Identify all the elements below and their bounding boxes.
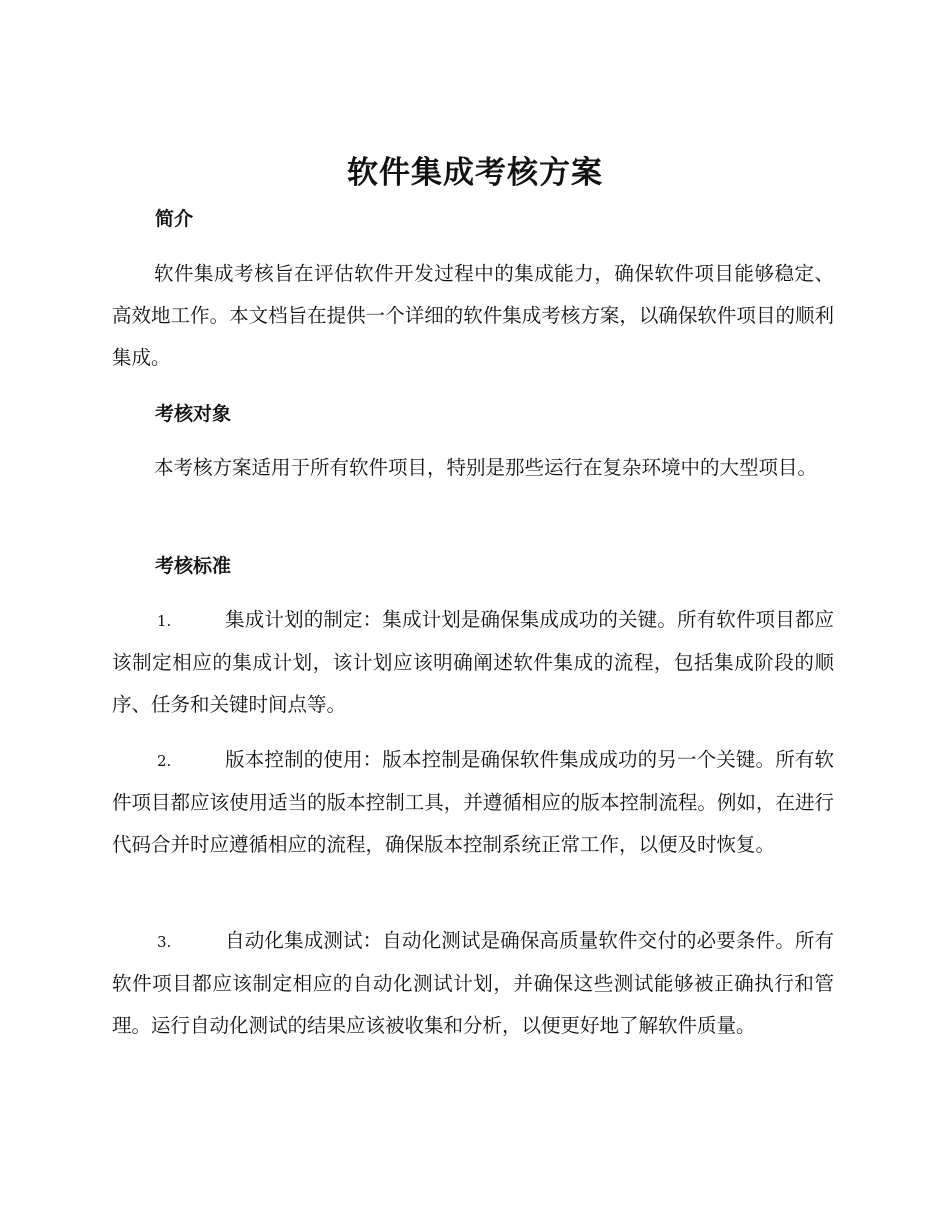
document-title: 软件集成考核方案 <box>347 155 603 191</box>
list-item-text: 集成计划的制定：集成计划是确保集成成功的关键。所有软件项目都应该制定相应的集成计划，该计划应该明确阐述软件集成的流程，包括集成阶段的顺序、任务和关键时间点等。 <box>112 608 834 716</box>
criteria-list-item <box>112 920 834 1047</box>
section-heading-target: 考核对象 <box>155 403 232 425</box>
criteria-list-item <box>112 599 834 726</box>
list-number: 2. <box>157 752 172 770</box>
criteria-list-item <box>112 739 834 866</box>
list-number: 1. <box>157 612 172 630</box>
target-paragraph: 本考核方案适用于所有软件项目，特别是那些运行在复杂环境中的大型项目。 <box>154 456 818 479</box>
intro-paragraph: 软件集成考核旨在评估软件开发过程中的集成能力，确保软件项目能够稳定、高效地工作。本文档旨在提供一个详细的软件集成考核方案，以确保软件项目的顺利集成。 <box>112 262 834 369</box>
section-heading-criteria: 考核标准 <box>155 555 232 577</box>
section-heading-intro: 简介 <box>155 208 194 230</box>
list-item-text: 自动化集成测试：自动化测试是确保高质量软件交付的必要条件。所有软件项目都应该制定相应的自动化测试计划，并确保这些测试能够被正确执行和管理。运行自动化测试的结果应该被收集和分析，以便更好地了解软件质量。 <box>112 929 834 1037</box>
list-number: 3. <box>157 933 172 951</box>
list-item-text: 版本控制的使用：版本控制是确保软件集成成功的另一个关键。所有软件项目都应该使用适当的版本控制工具，并遵循相应的版本控制流程。例如，在进行代码合并时应遵循相应的流程，确保版本控制系统正常工作，以便及时恢复。 <box>112 748 834 856</box>
